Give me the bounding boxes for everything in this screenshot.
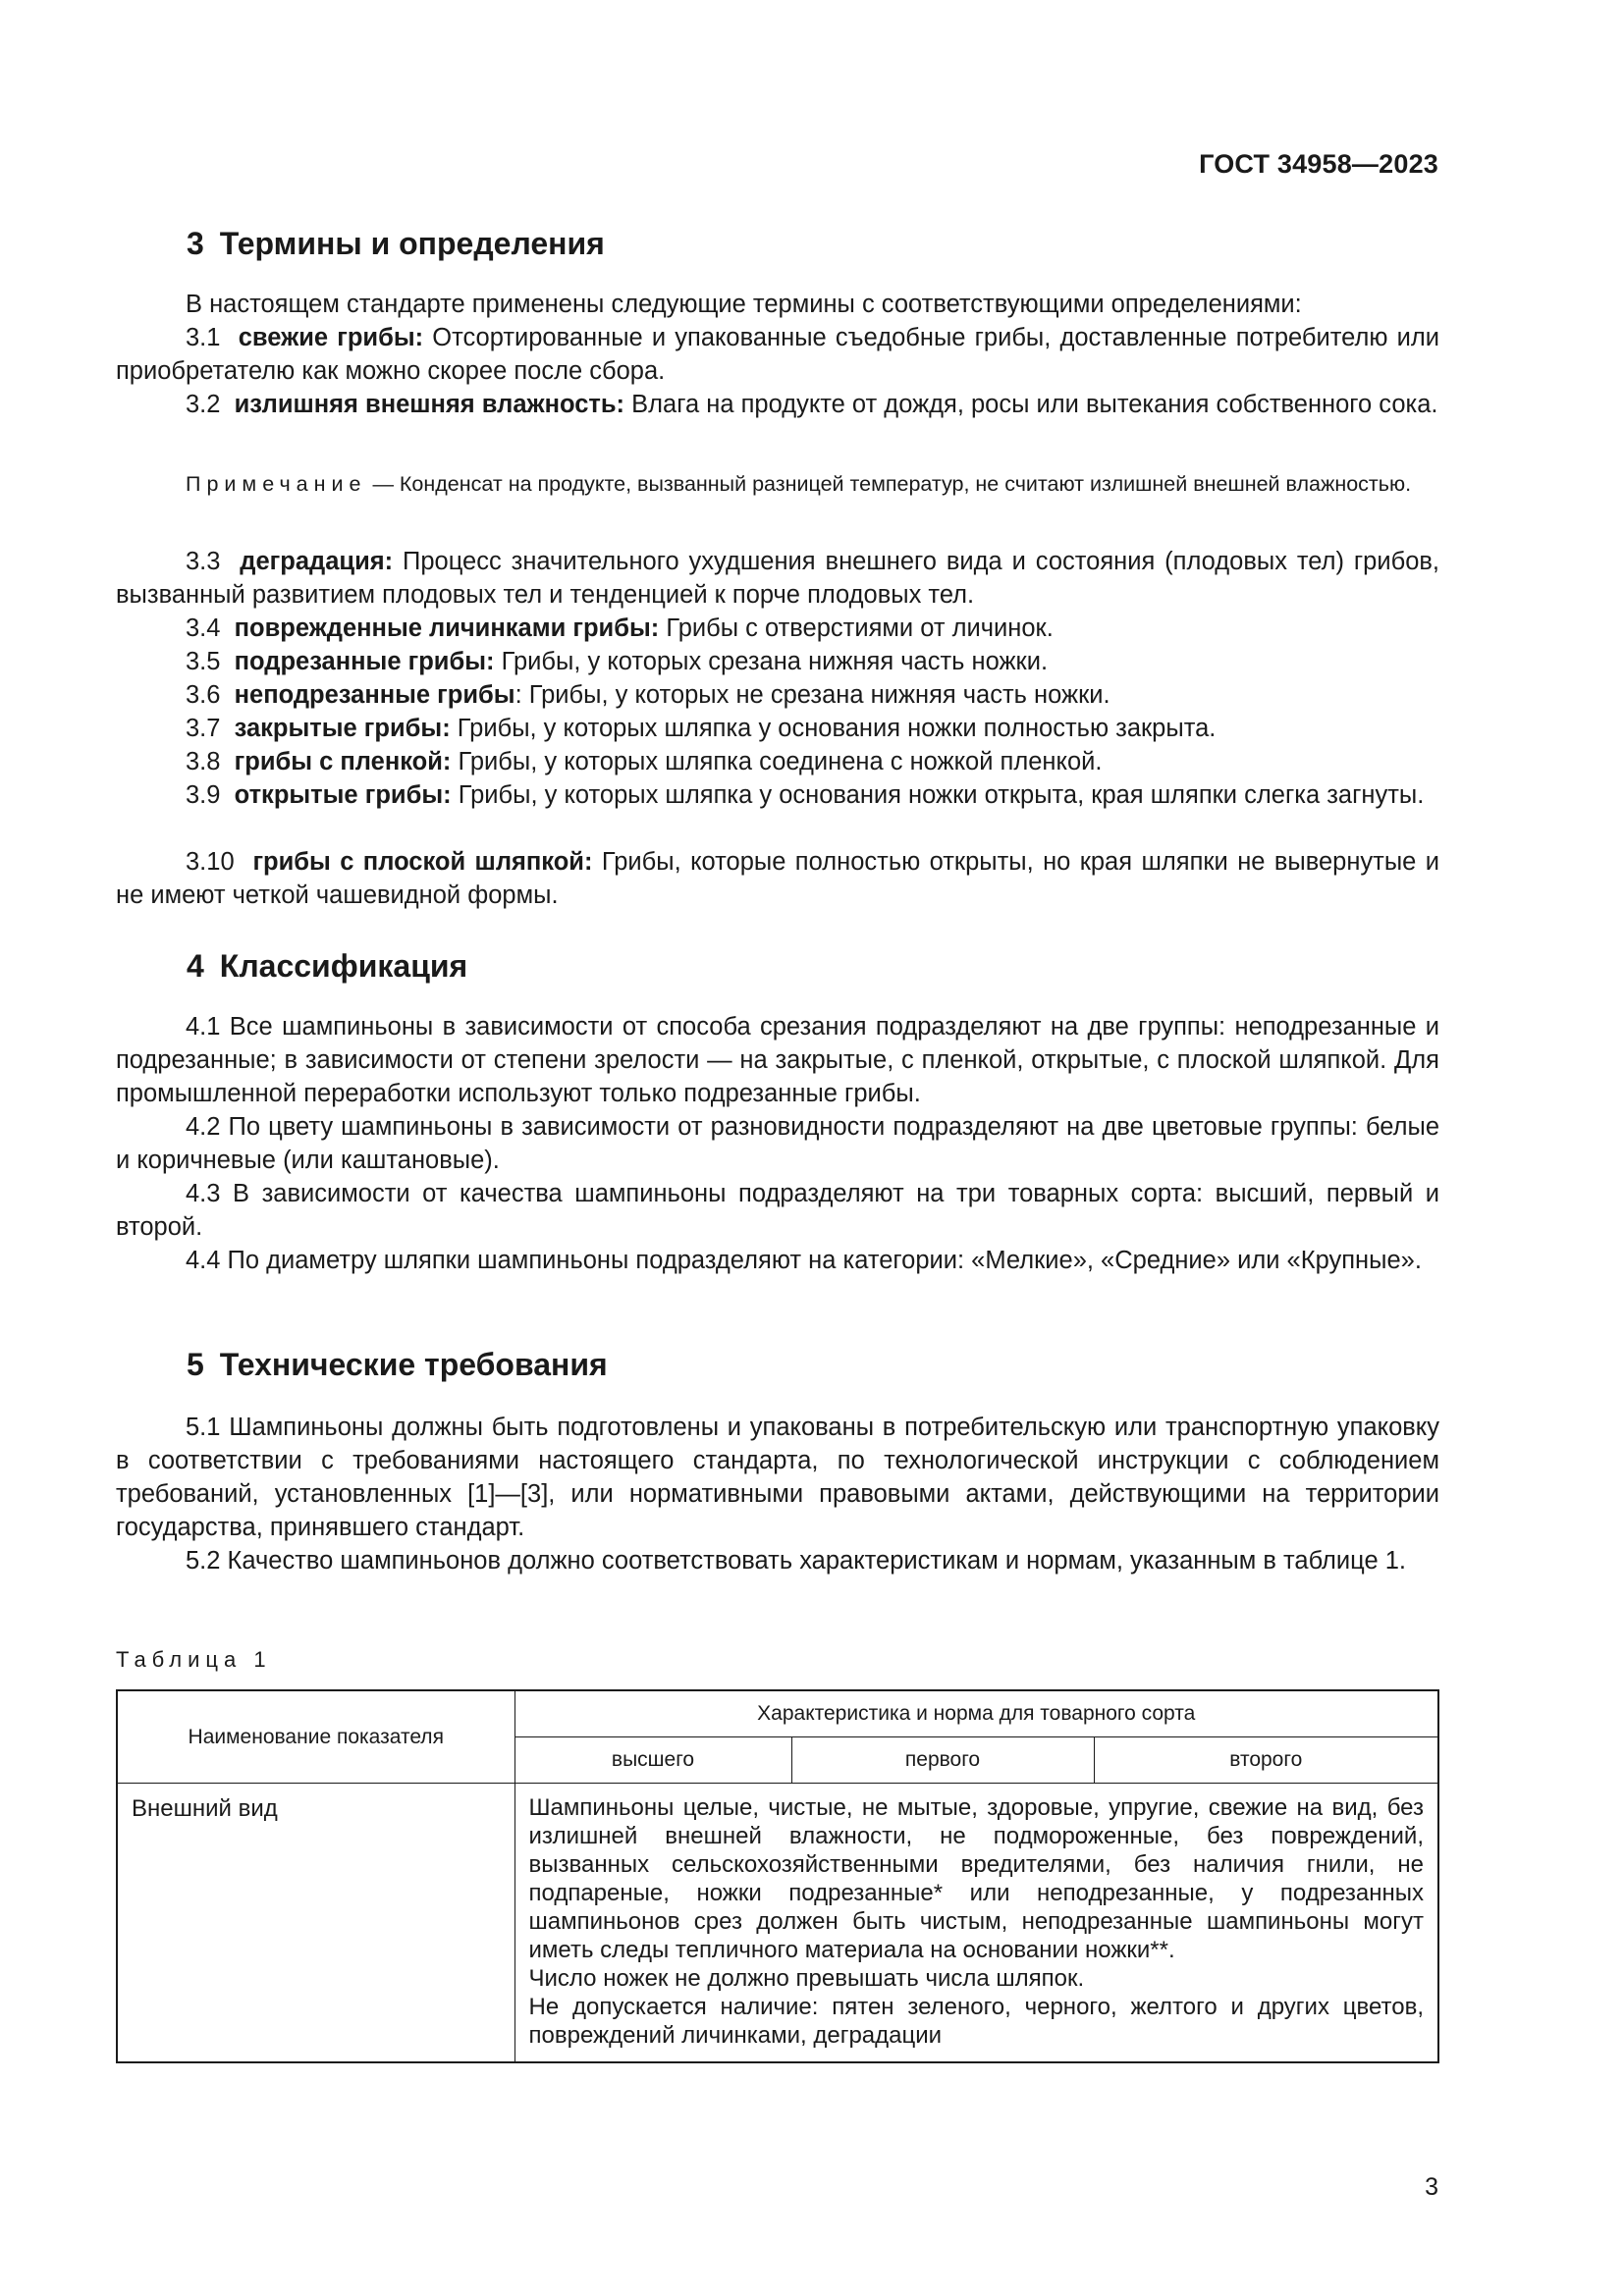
term: излишняя внешняя влажность: <box>234 391 625 418</box>
term: закрытые грибы: <box>234 715 451 742</box>
definition: Грибы, которые полностью открыты, но края шляпки не вывернутые и не имеют четкой чашевидной формы. <box>116 848 1440 909</box>
paragraph-5-1: 5.1 Шампиньоны должны быть подготовлены и упакованы в потребительскую или транспортную упаковку в соответствии с требованиями настоящего стандарта, по технологической инструкции с соблюдением требований, установленных [1]—[3], или нормативными правовыми актами, действующими на территории государства, принявшего стандарт. <box>116 1414 1439 1541</box>
definition: : Грибы, у которых не срезана нижняя часть ножки. <box>514 681 1110 709</box>
row-characteristic <box>514 1784 1438 2063</box>
term: грибы с пленкой: <box>234 748 452 775</box>
row-name: Внешний вид <box>117 1784 514 2063</box>
column-header-grade-highest: высшего <box>514 1737 791 1784</box>
term: грибы с плоской шляпкой: <box>252 848 593 876</box>
section-5-heading <box>187 1347 608 1383</box>
term-3-5: 3.5 подрезанные грибы: Грибы, у которых срезана нижняя часть ножки. <box>186 648 1049 675</box>
definition: Грибы, у которых шляпка у основания ножки полностью закрыта. <box>457 715 1217 742</box>
term-3-2: 3.2 излишняя внешняя влажность: Влага на продукте от дождя, росы или вытекания собственного сока. <box>186 391 1438 418</box>
characteristic-text-1: Шампиньоны целые, чистые, не мытые, здоровые, упругие, свежие на вид, без излишней внешней влажности, не подмороженные, без повреждений, вызванных сельскохозяйственными вредителями, без наличия гнили, не подпареные, ножки подрезанные* или неподрезанные, у подрезанных шампиньонов срез должен быть чистым, неподрезанные шампиньоны могут иметь следы тепличного материала на основании ножки**. <box>528 1794 1424 1963</box>
column-header-group: Характеристика и норма для товарного сорта <box>514 1690 1438 1737</box>
column-header-grade-second: второго <box>1094 1737 1438 1784</box>
section-title: Термины и определения <box>219 226 605 261</box>
definition: Грибы с отверстиями от личинок. <box>666 614 1054 642</box>
term: деградация: <box>240 548 394 575</box>
section-number: 4 <box>187 948 204 984</box>
paragraph-4-2: 4.2 По цвету шампиньоны в зависимости от разновидности подразделяют на две цветовые группы: белые и коричневые (или каштановые). <box>116 1113 1439 1174</box>
standard-code: ГОСТ 34958—2023 <box>1199 149 1438 179</box>
note-text: — Конденсат на продукте, вызванный разницей температур, не считают излишней внешней влажностью. <box>372 472 1412 496</box>
term-3-4: 3.4 поврежденные личинками грибы: Грибы с отверстиями от личинок. <box>186 614 1054 642</box>
section-title: Технические требования <box>219 1347 608 1382</box>
term: неподрезанные грибы <box>234 681 515 709</box>
section-title: Классификация <box>219 948 468 984</box>
term-3-9: 3.9 открытые грибы: Грибы, у которых шляпка у основания ножки открыта, края шляпки слегка загнуты. <box>186 781 1425 809</box>
paragraph-4-4: 4.4 По диаметру шляпки шампиньоны подразделяют на категории: «Мелкие», «Средние» или «Крупные». <box>186 1247 1422 1274</box>
term-3-6: 3.6 неподрезанные грибы: Грибы, у которых не срезана нижняя часть ножки. <box>186 681 1110 709</box>
section-3-heading <box>187 226 605 262</box>
column-header-grade-first: первого <box>791 1737 1094 1784</box>
note-label: Примечание <box>186 472 367 496</box>
column-header-indicator: Наименование показателя <box>117 1690 514 1784</box>
section-4-heading <box>187 948 467 985</box>
paragraph-5-2: 5.2 Качество шампиньонов должно соответствовать характеристикам и нормам, указанным в таблице 1. <box>186 1547 1407 1575</box>
paragraph-4-3: 4.3 В зависимости от качества шампиньоны подразделяют на три товарных сорта: высший, первый и второй. <box>116 1180 1439 1241</box>
term: поврежденные личинками грибы: <box>234 614 660 642</box>
term-3-1: 3.1 свежие грибы: Отсортированные и упакованные съедобные грибы, доставленные потребителю или приобретателю как можно скорее после сбора. <box>116 324 1439 385</box>
characteristic-text-2: Число ножек не должно превышать числа шляпок. <box>528 1965 1085 1992</box>
term: свежие грибы: <box>238 324 424 351</box>
quality-table <box>116 1689 1439 2063</box>
section-number: 3 <box>187 226 204 261</box>
definition: Процесс значительного ухудшения внешнего вида и состояния (плодовых тел) грибов, вызванный развитием плодовых тел и тенденцией к порче плодовых тел. <box>116 548 1440 609</box>
definition: Грибы, у которых шляпка у основания ножки открыта, края шляпки слегка загнуты. <box>458 781 1425 809</box>
section-3-intro: В настоящем стандарте применены следующие термины с соответствующими определениями: <box>186 291 1302 318</box>
term-3-3: 3.3 деградация: Процесс значительного ухудшения внешнего вида и состояния (плодовых тел) грибов, вызванный развитием плодовых тел и тенденцией к порче плодовых тел. <box>116 548 1440 609</box>
table-caption: Таблица 1 <box>116 1647 272 1672</box>
page-number: 3 <box>1425 2173 1438 2201</box>
term: открытые грибы: <box>234 781 452 809</box>
paragraph-4-1: 4.1 Все шампиньоны в зависимости от способа срезания подразделяют на две группы: неподрезанные и подрезанные; в зависимости от степени зрелости — на закрытые, с пленкой, открытые, с плоской шляпкой. Для промышленной переработки используют только подрезанные грибы. <box>116 1013 1439 1107</box>
term-3-7: 3.7 закрытые грибы: Грибы, у которых шляпка у основания ножки полностью закрыта. <box>186 715 1217 742</box>
term-3-10: 3.10 грибы с плоской шляпкой: Грибы, которые полностью открыты, но края шляпки не вывернутые и не имеют четкой чашевидной формы. <box>116 848 1440 909</box>
term-3-8: 3.8 грибы с пленкой: Грибы, у которых шляпка соединена с ножкой пленкой. <box>186 748 1103 775</box>
characteristic-text-3: Не допускается наличие: пятен зеленого, черного, желтого и других цветов, повреждений личинками, деградации <box>528 1994 1424 2049</box>
definition: Грибы, у которых шляпка соединена с ножкой пленкой. <box>458 748 1103 775</box>
note <box>116 468 1439 500</box>
definition: Влага на продукте от дождя, росы или вытекания собственного сока. <box>631 391 1438 418</box>
section-number: 5 <box>187 1347 204 1382</box>
definition: Отсортированные и упакованные съедобные грибы, доставленные потребителю или приобретателю как можно скорее после сбора. <box>116 324 1439 385</box>
term: подрезанные грибы: <box>234 648 495 675</box>
table-row <box>117 1784 1438 2063</box>
definition: Грибы, у которых срезана нижняя часть ножки. <box>501 648 1049 675</box>
